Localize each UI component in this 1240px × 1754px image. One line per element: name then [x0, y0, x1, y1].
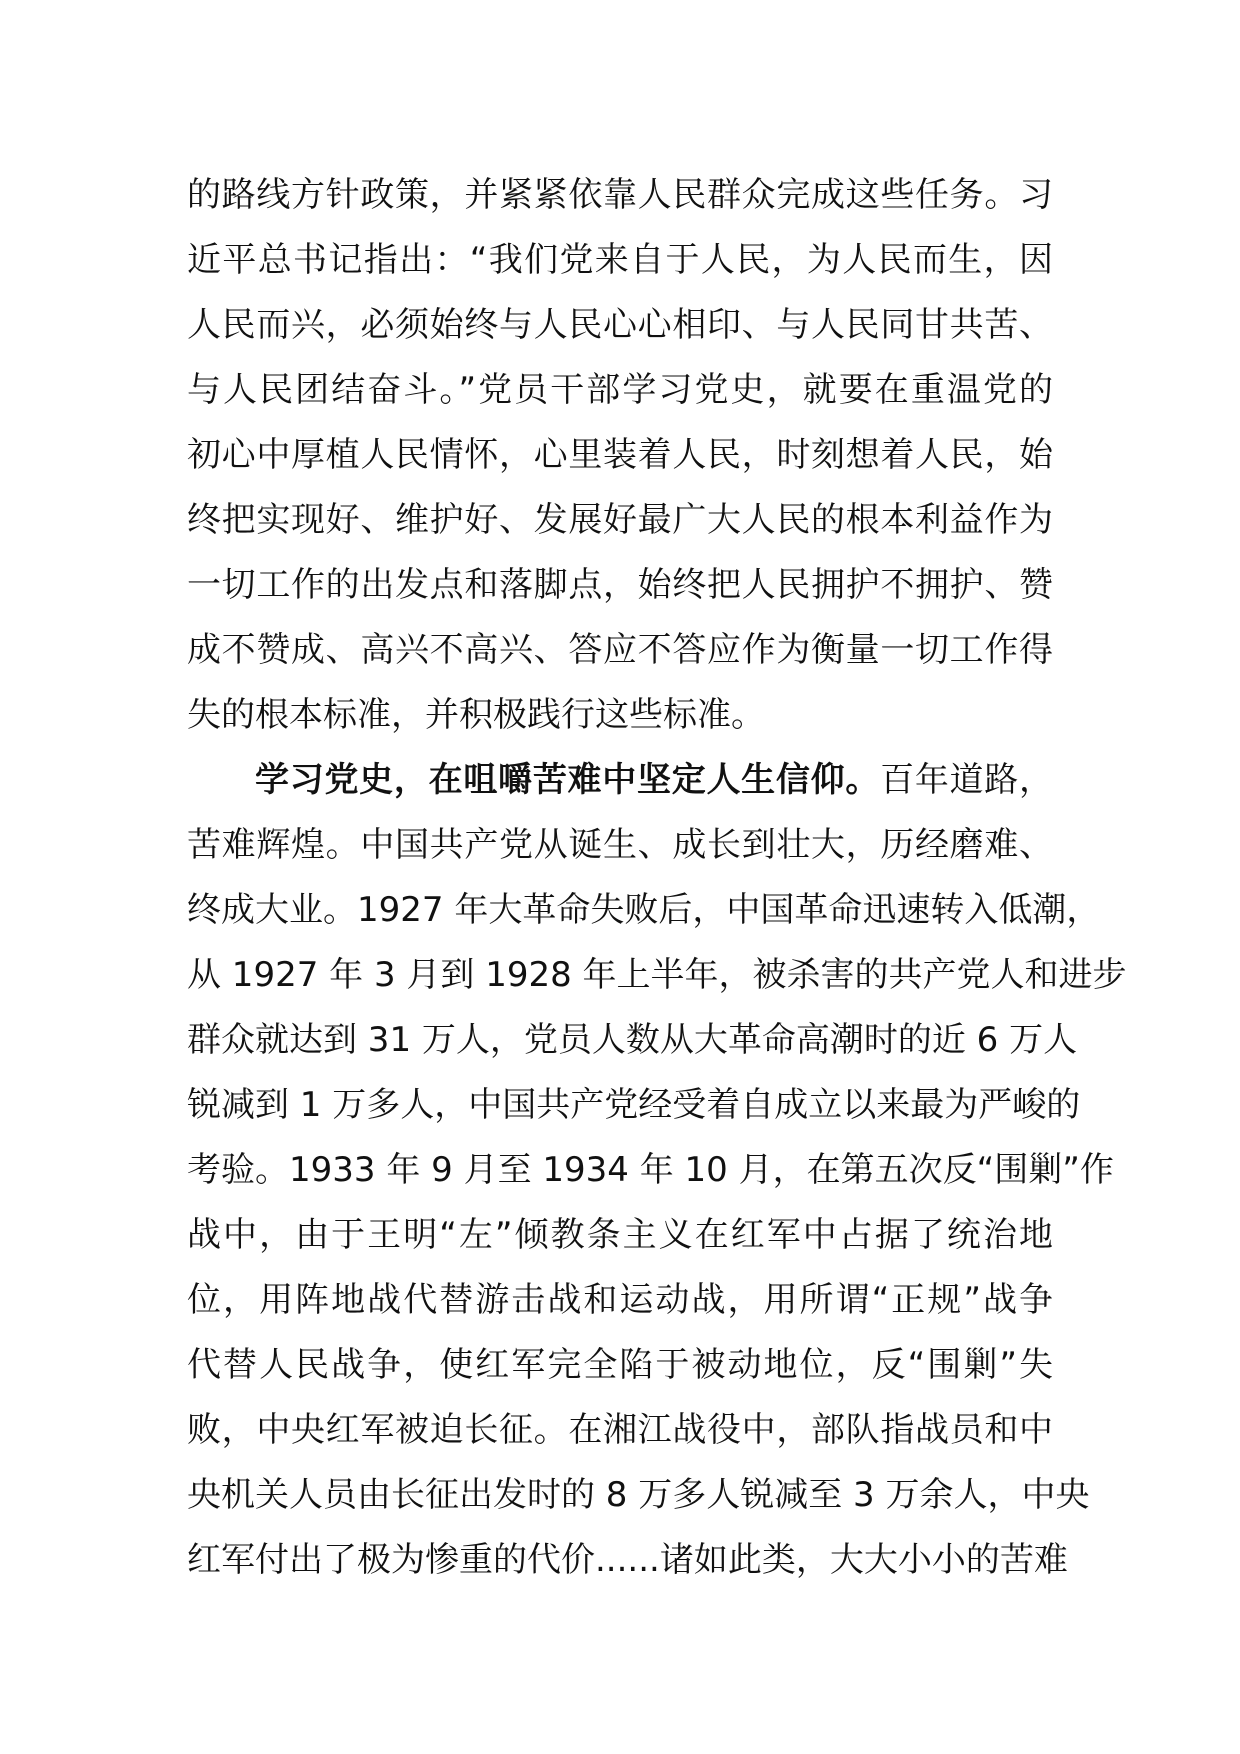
paragraph-hardship	[187, 748, 1127, 1593]
paragraph-people	[187, 163, 1067, 748]
text-line: 人民而兴，必须始终与人民心心相印、与人民同甘共苦、	[187, 305, 1053, 345]
text-line: 初心中厚植人民情怀，心里装着人民，时刻想着人民，始	[187, 435, 1053, 475]
text-line: 近平总书记指出：“我们党来自于人民，为人民而生，因	[187, 240, 1053, 280]
body-text	[187, 163, 1127, 1593]
text-line: 成不赞成、高兴不高兴、答应不答应作为衡量一切工作得	[187, 630, 1053, 670]
paragraph-first-line-text: 百年道路，	[880, 760, 1054, 800]
text-line: 终成大业。1927 年大革命失败后，中国革命迅速转入低潮，	[187, 890, 1101, 930]
text-line: 群众就达到 31 万人，党员人数从大革命高潮时的近 6 万人	[187, 1020, 1078, 1060]
text-line: 代替人民战争，使红军完全陷于被动地位，反“围剿”失	[187, 1345, 1053, 1385]
text-line: 一切工作的出发点和落脚点，始终把人民拥护不拥护、赞	[187, 565, 1053, 605]
text-line: 红军付出了极为惨重的代价......诸如此类，大大小小的苦难	[187, 1540, 1068, 1580]
text-line: 终把实现好、维护好、发展好最广大人民的根本利益作为	[187, 500, 1053, 540]
text-line: 的路线方针政策，并紧紧依靠人民群众完成这些任务。习	[187, 175, 1053, 215]
text-line: 考验。1933 年 9 月至 1934 年 10 月，在第五次反“围剿”作	[187, 1150, 1114, 1190]
text-line: 战中，由于王明“左”倾教条主义在红军中占据了统治地	[187, 1215, 1053, 1255]
text-line: 失的根本标准，并积极践行这些标准。	[187, 695, 765, 735]
text-line: 败，中央红军被迫长征。在湘江战役中，部队指战员和中	[187, 1410, 1053, 1450]
text-line: 位，用阵地战代替游击战和运动战，用所谓“正规”战争	[187, 1280, 1053, 1320]
text-line: 苦难辉煌。中国共产党从诞生、成长到壮大，历经磨难、	[187, 825, 1053, 865]
text-line: 央机关人员由长征出发时的 8 万多人锐减至 3 万余人，中央	[187, 1475, 1090, 1515]
text-line: 与人民团结奋斗。”党员干部学习党史，就要在重温党的	[187, 370, 1053, 410]
text-line: 锐减到 1 万多人，中国共产党经受着自成立以来最为严峻的	[187, 1085, 1081, 1125]
paragraph-heading: 学习党史，在咀嚼苦难中坚定人生信仰。	[255, 760, 881, 800]
text-line: 从 1927 年 3 月到 1928 年上半年，被杀害的共产党人和进步	[187, 955, 1127, 995]
paragraph-first-line	[187, 748, 1053, 813]
